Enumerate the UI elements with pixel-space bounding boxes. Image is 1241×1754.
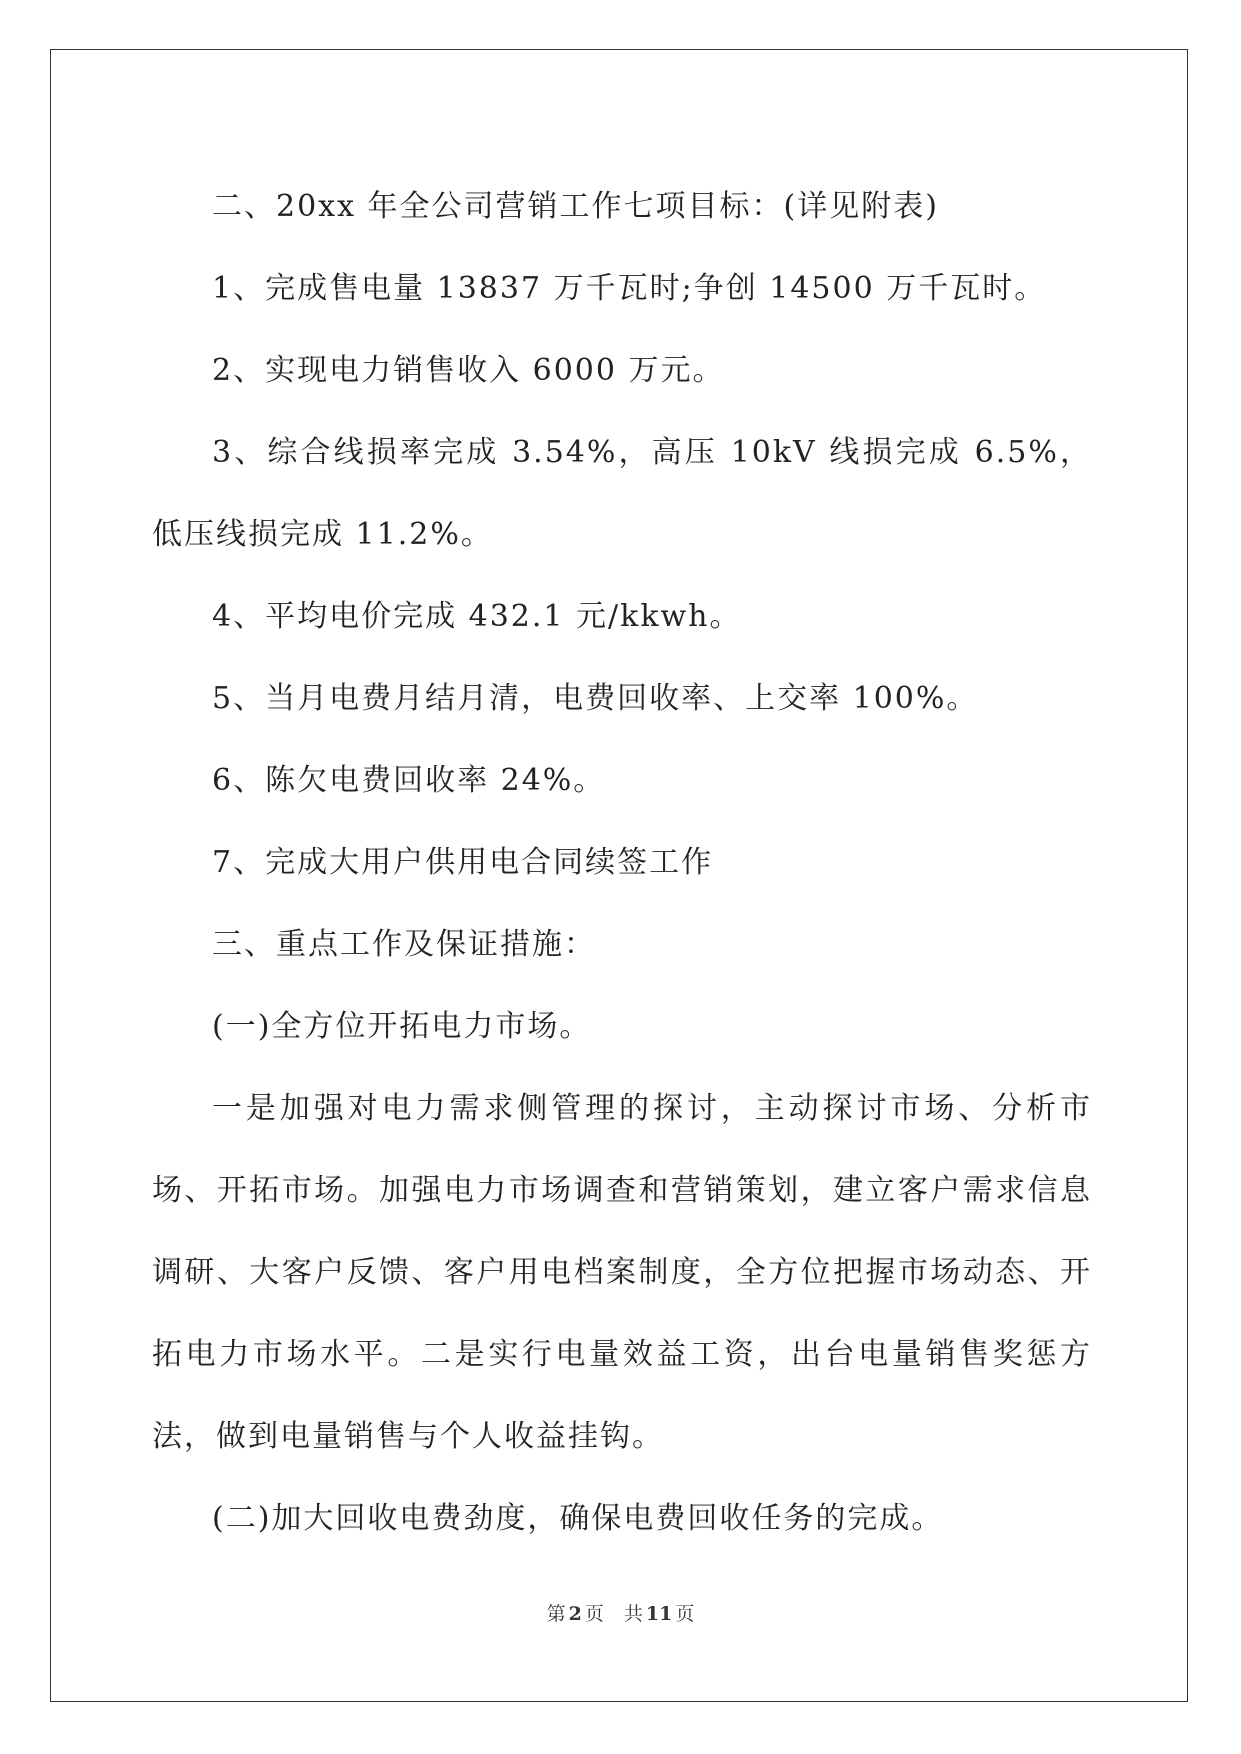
total-suffix: 页 [675, 1603, 695, 1625]
body-paragraph: 一是加强对电力需求侧管理的探讨，主动探讨市场、分析市场、开拓市场。加强电力市场调查和营销策划，建立客户需求信息调研、大客户反馈、客户用电档案制度，全方位把握市场动态、开拓电力市场水平。二是实行电量效益工资，出台电量销售奖惩方法，做到电量销售与个人收益挂钩。 [152, 1091, 1092, 1454]
goal-item-2: 2、实现电力销售收入 6000 万元。 [212, 353, 725, 388]
total-prefix: 共 [623, 1603, 643, 1625]
goal-item-6: 6、陈欠电费回收率 24%。 [212, 763, 606, 798]
page-suffix: 页 [584, 1603, 604, 1625]
subheading-one: (一)全方位开拓电力市场。 [212, 1009, 592, 1044]
heading-section-two: 二、20xx 年全公司营销工作七项目标：(详见附表) [212, 189, 939, 224]
goal-item-5: 5、当月电费月结月清，电费回收率、上交率 100%。 [212, 681, 979, 716]
page-number: 2 [568, 1603, 582, 1625]
page-footer [0, 1602, 1241, 1626]
goal-item-3: 3、综合线损率完成 3.54%，高压 10kV 线损完成 6.5%，低压线损完成 11.2%。 [152, 435, 1092, 552]
subheading-two: (二)加大回收电费劲度，确保电费回收任务的完成。 [212, 1501, 944, 1536]
goal-item-4: 4、平均电价完成 432.1 元/kkwh。 [212, 599, 742, 634]
document-body [152, 166, 1092, 1560]
total-pages: 11 [645, 1603, 673, 1625]
heading-section-three: 三、重点工作及保证措施： [212, 927, 596, 962]
goal-item-7: 7、完成大用户供用电合同续签工作 [212, 845, 714, 880]
goal-item-1: 1、完成售电量 13837 万千瓦时;争创 14500 万千瓦时。 [212, 271, 1047, 306]
page-prefix: 第 [546, 1603, 566, 1625]
